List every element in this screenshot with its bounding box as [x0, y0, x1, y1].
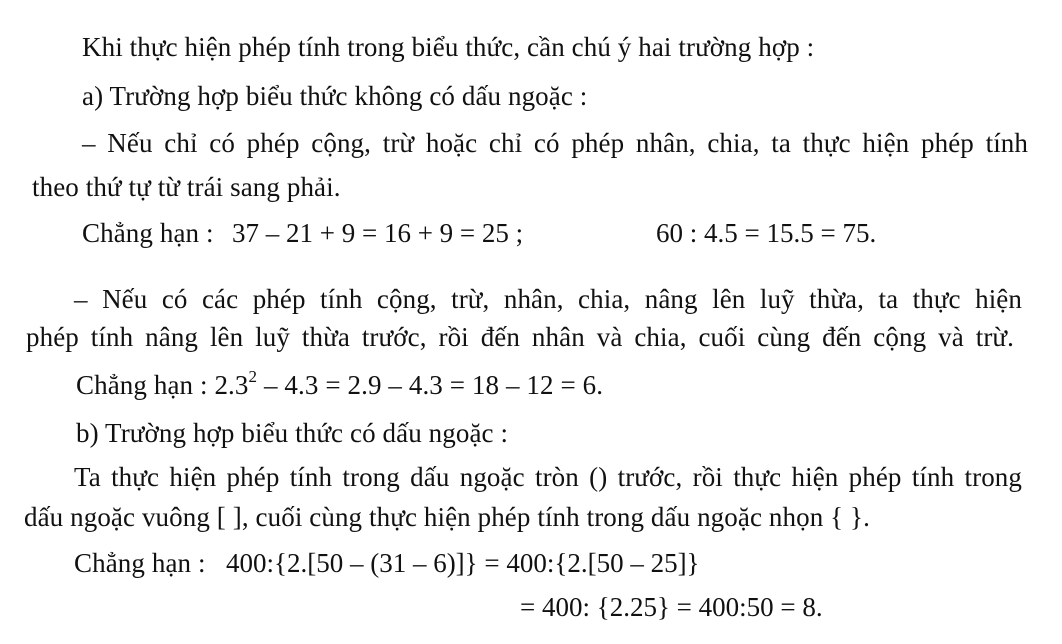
case-b-rule-line2: dấu ngoặc vuông [ ], cuối cùng thực hiện phép tính trong dấu ngoặc nhọn { }. — [24, 502, 870, 532]
case-a-rule1-line1: – Nếu chỉ có phép cộng, trừ hoặc chỉ có phép nhân, chia, ta thực hiện phép tính — [82, 128, 1028, 158]
example2-exponent: 2 — [248, 367, 258, 386]
example3-line1: 400:{2.[50 – (31 – 6)]} = 400:{2.[50 – 25]} — [226, 548, 700, 578]
example3-label: Chẳng hạn : — [74, 548, 206, 578]
case-a-rule2-line2: phép tính nâng lên luỹ thừa trước, rồi đến nhân và chia, cuối cùng đến cộng và trừ. — [26, 322, 1014, 352]
example1-expression-1: 37 – 21 + 9 = 16 + 9 = 25 ; — [232, 218, 524, 248]
example2-label: Chẳng hạn : — [76, 370, 208, 400]
case-a-heading: a) Trường hợp biểu thức không có dấu ngoặc : — [82, 81, 588, 111]
case-b-heading: b) Trường hợp biểu thức có dấu ngoặc : — [76, 418, 509, 448]
example2 — [76, 368, 603, 402]
example2-base: 2.3 — [214, 370, 249, 400]
example1-expression-2: 60 : 4.5 = 15.5 = 75. — [656, 218, 877, 248]
case-b-rule-line1: Ta thực hiện phép tính trong dấu ngoặc tròn () trước, rồi thực hiện phép tính trong — [74, 462, 1022, 492]
example3-line2: = 400: {2.25} = 400:50 = 8. — [520, 592, 823, 622]
example2-rest: – 4.3 = 2.9 – 4.3 = 18 – 12 = 6. — [263, 370, 604, 400]
intro-text: Khi thực hiện phép tính trong biểu thức, cần chú ý hai trường hợp : — [82, 32, 815, 62]
case-a-rule2-line1: – Nếu có các phép tính cộng, trừ, nhân, chia, nâng lên luỹ thừa, ta thực hiện — [74, 284, 1022, 314]
case-a-rule1-line2: theo thứ tự từ trái sang phải. — [32, 172, 341, 202]
example1-label: Chẳng hạn : — [82, 218, 214, 248]
